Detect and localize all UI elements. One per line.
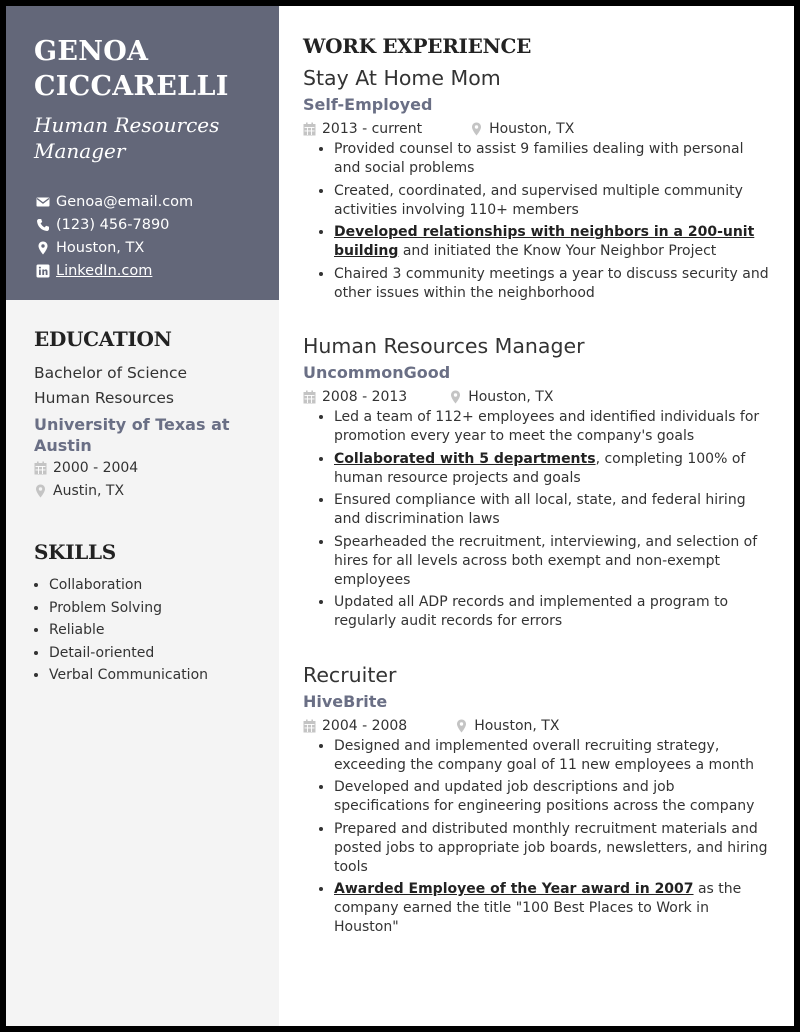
job-bullet: • Ensured compliance with all local, state, and federal hiring and discrimination laws: [334, 491, 773, 529]
calendar-icon: [303, 719, 316, 733]
education-title: EDUCATION: [34, 327, 172, 351]
job-location: Houston, TX: [455, 718, 559, 734]
job-bullet: • Chaired 3 community meetings a year to discuss security and other issues within the neighborhood: [334, 265, 773, 303]
job-bullets: [303, 408, 773, 631]
linkedin-link[interactable]: LinkedIn.com: [56, 262, 153, 279]
contact-email: [36, 190, 193, 213]
envelope-icon: [36, 195, 50, 209]
job-title: Stay At Home Mom: [303, 66, 501, 90]
location-pin-icon: [470, 122, 483, 136]
job-bullet: • Designed and implemented overall recruiting strategy, exceeding the company goal of 11 new employees a month: [334, 737, 773, 775]
location-pin-icon: [34, 484, 47, 498]
job-dates: 2004 - 2008: [322, 717, 408, 734]
school-name: University of Texas at Austin: [34, 415, 230, 455]
phone-text: (123) 456-7890: [56, 216, 170, 233]
job-meta: [303, 118, 773, 140]
job-location: Houston, TX: [470, 121, 574, 137]
work-experience-section: [303, 34, 773, 941]
contact-phone: [36, 213, 193, 236]
job-title: Recruiter: [303, 662, 397, 687]
phone-icon: [36, 218, 50, 232]
skills-title: SKILLS: [34, 540, 116, 564]
company-name: UncommonGood: [303, 363, 451, 382]
skill-item: • Verbal Communication: [49, 664, 264, 687]
resume-page: [6, 6, 794, 1026]
education-section: [34, 327, 264, 502]
calendar-icon: [303, 390, 316, 404]
skills-section: [34, 540, 264, 687]
field-of-study: Human Resources: [34, 389, 174, 407]
job-bullet: • Spearheaded the recruitment, interviewing, and selection of hires for all levels across both exempt and non-exempt employees: [334, 533, 773, 590]
highlight-text: Awarded Employee of the Year award in 2007: [334, 881, 694, 897]
candidate-name: GENOA CICCARELLI: [34, 36, 229, 102]
location-pin-icon: [455, 719, 468, 733]
calendar-icon: [303, 122, 316, 136]
job-location: Houston, TX: [449, 389, 553, 405]
education-location: Austin, TX: [34, 479, 264, 502]
job-meta: [303, 386, 773, 408]
job-bullet: • Developed and updated job descriptions and job specifications for engineering positions across the company: [334, 778, 773, 816]
contact-linkedin: [36, 259, 193, 282]
contact-list: [36, 190, 193, 282]
company-name: HiveBrite: [303, 691, 388, 711]
location-text: Houston, TX: [56, 239, 145, 256]
work-experience-title: WORK EXPERIENCE: [303, 34, 532, 58]
contact-location: [36, 236, 193, 259]
job-bullet: • Updated all ADP records and implemented a program to regularly audit records for errors: [334, 593, 773, 631]
highlight-text: Developed relationships with neighbors in a 200-unit building: [334, 224, 755, 259]
job-entry: [303, 64, 773, 303]
job-bullet: • Awarded Employee of the Year award in 2007 as the company earned the title "100 Best Places to Work in Houston": [334, 880, 773, 937]
skill-item: • Collaboration: [49, 574, 264, 597]
linkedin-icon: [36, 264, 50, 278]
sidebar: [6, 6, 279, 1026]
skills-list: [34, 574, 264, 687]
job-title: Human Resources Manager: [303, 334, 585, 358]
highlight-text: Collaborated with 5 departments: [334, 450, 596, 467]
degree: Bachelor of Science: [34, 364, 188, 382]
education-dates: 2000 - 2004: [34, 456, 264, 479]
job-bullet: • Created, coordinated, and supervised multiple community activities involving 110+ members: [334, 182, 773, 220]
header-box: [6, 6, 279, 300]
job-bullet: • Developed relationships with neighbors in a 200-unit building and initiated the Know Your Neighbor Project: [334, 223, 773, 261]
job-bullet: • Provided counsel to assist 9 families dealing with personal and social problems: [334, 140, 773, 178]
location-pin-icon: [449, 390, 462, 404]
skill-item: • Reliable: [49, 619, 264, 642]
skill-item: • Problem Solving: [49, 597, 264, 620]
email-text: Genoa@email.com: [56, 193, 194, 210]
job-bullets: [303, 140, 773, 303]
candidate-role: Human Resources Manager: [34, 113, 220, 163]
job-dates: 2008 - 2013: [322, 389, 408, 405]
calendar-icon: [34, 461, 47, 475]
location-pin-icon: [36, 241, 50, 255]
job-bullet: • Prepared and distributed monthly recruitment materials and posted jobs to appropriate job boards, newsletters, and hiring tools: [334, 820, 773, 877]
skill-item: • Detail-oriented: [49, 642, 264, 665]
job-meta: [303, 715, 773, 737]
job-entry: [303, 661, 773, 938]
job-entry: [303, 332, 773, 631]
job-bullet: • Collaborated with 5 departments, completing 100% of human resource projects and goals: [334, 450, 773, 488]
job-dates: 2013 - current: [322, 121, 423, 137]
job-bullets: [303, 737, 773, 938]
company-name: Self-Employed: [303, 95, 433, 114]
job-bullet: • Led a team of 112+ employees and identified individuals for promotion every year to meet the company's goals: [334, 408, 773, 446]
